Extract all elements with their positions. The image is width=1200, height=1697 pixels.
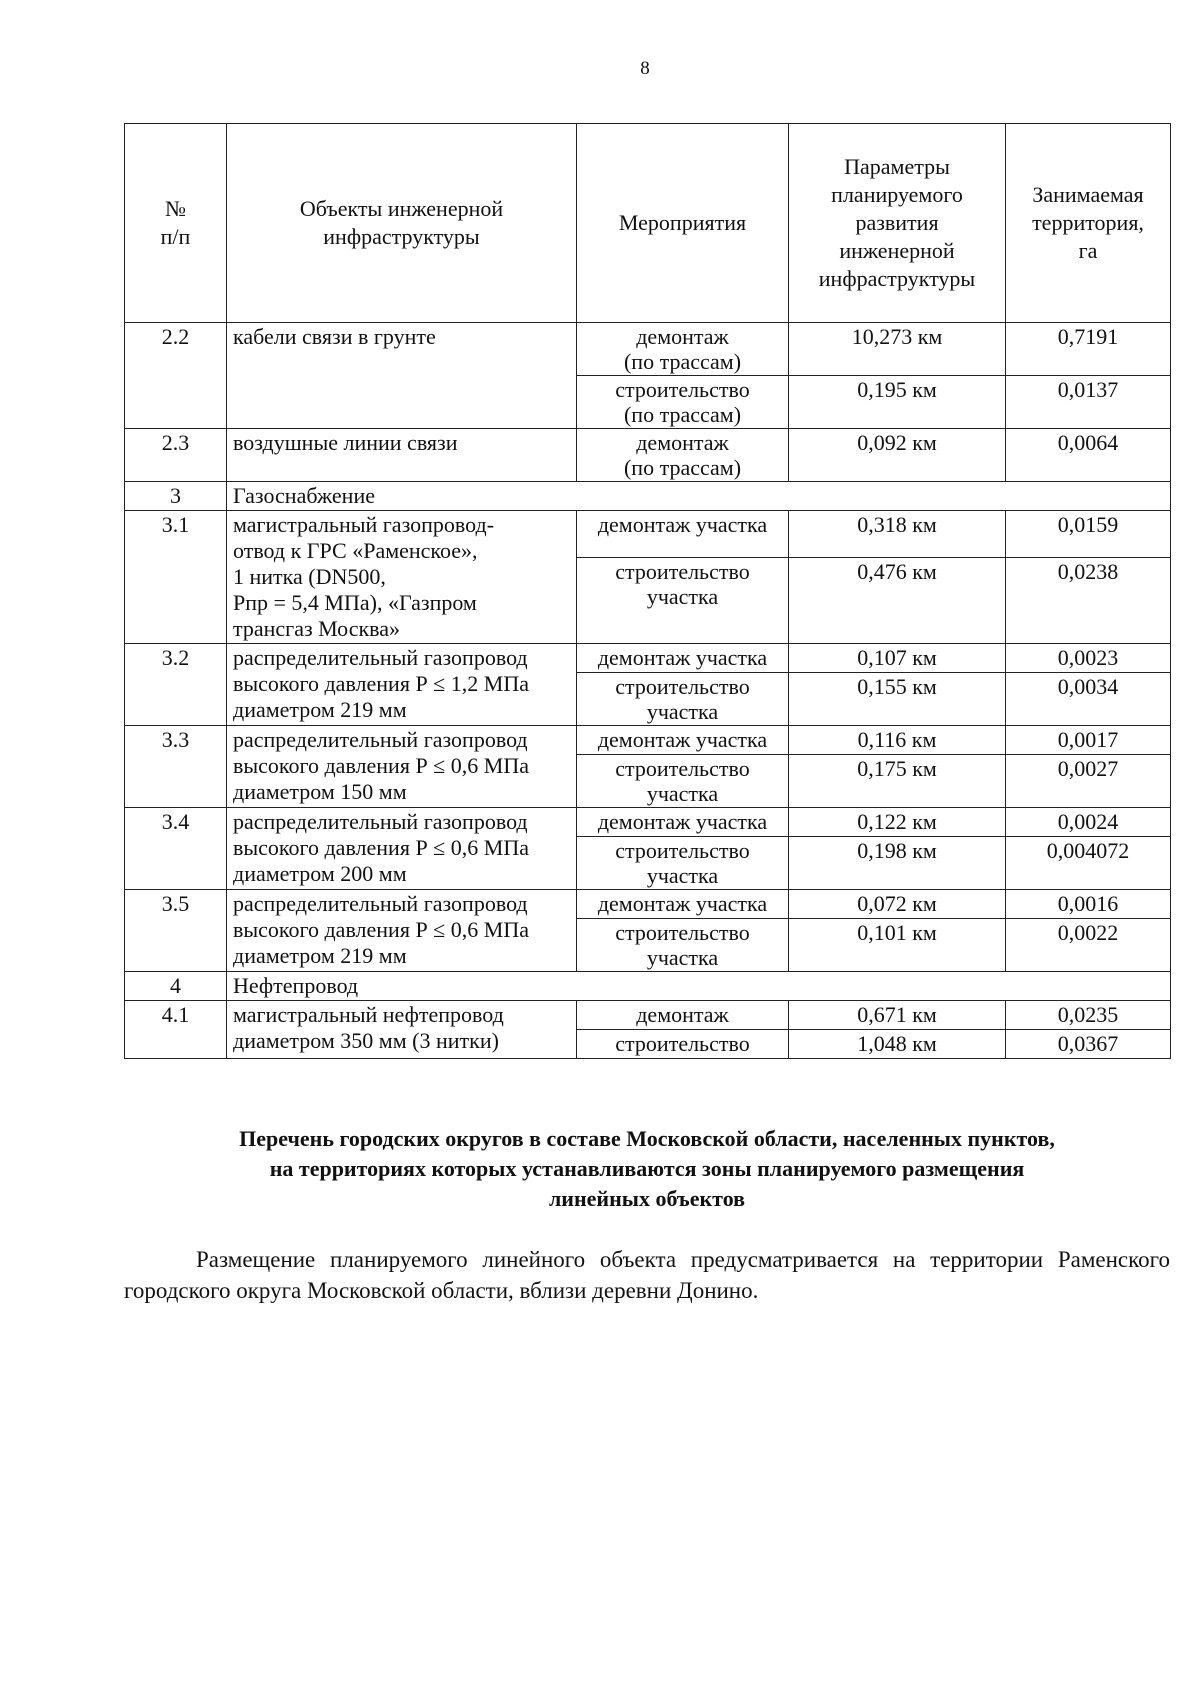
parameter: 0,116 км — [789, 726, 1006, 755]
activity: демонтаж (по трассам) — [577, 323, 789, 376]
area: 0,0034 — [1006, 673, 1171, 726]
parameter: 0,092 км — [789, 429, 1006, 482]
activity: строительство участка — [577, 673, 789, 726]
section-row — [125, 972, 1171, 1001]
object-name: магистральный нефтепровод диаметром 350 мм (3 нитки) — [227, 1001, 577, 1059]
header-object — [227, 124, 577, 323]
activity: демонтаж (по трассам) — [577, 429, 789, 482]
header-area-text: Занимаемая территория, га — [1032, 182, 1144, 263]
header-activity-text: Мероприятия — [618, 210, 747, 235]
row-number: 3.2 — [125, 644, 227, 726]
area: 0,0017 — [1006, 726, 1171, 755]
activity: демонтаж участка — [577, 890, 789, 919]
activity: строительство участка — [577, 755, 789, 808]
parameter: 1,048 км — [789, 1030, 1006, 1059]
table-row — [125, 323, 1171, 376]
section-row — [125, 482, 1171, 511]
header-parameters — [789, 124, 1006, 323]
row-number: 3.3 — [125, 726, 227, 808]
parameter: 0,198 км — [789, 837, 1006, 890]
area: 0,0367 — [1006, 1030, 1171, 1059]
row-number: 3.4 — [125, 808, 227, 890]
parameter: 0,155 км — [789, 673, 1006, 726]
table-row — [125, 644, 1171, 673]
area: 0,0159 — [1006, 511, 1171, 558]
object-name: распределительный газопровод высокого давления Р ≤ 0,6 МПа диаметром 150 мм — [227, 726, 577, 808]
activity: демонтаж участка — [577, 808, 789, 837]
table-row — [125, 808, 1171, 837]
activity: строительство участка — [577, 837, 789, 890]
table-row — [125, 726, 1171, 755]
parameter: 0,195 км — [789, 376, 1006, 429]
section-heading: Перечень городских округов в составе Московской области, населенных пунктов, на территориях которых устанавливаются зоны планируемого размещения линейных объектов — [239, 1126, 1055, 1211]
activity: строительство — [577, 1030, 789, 1059]
area: 0,0137 — [1006, 376, 1171, 429]
section-number: 3 — [125, 482, 227, 511]
object-name: магистральный газопровод- отвод к ГРС «Раменское», 1 нитка (DN500, Рпр = 5,4 МПа), «Газпром трансгаз Москва» — [227, 511, 577, 644]
area: 0,0027 — [1006, 755, 1171, 808]
area: 0,0238 — [1006, 558, 1171, 644]
area: 0,004072 — [1006, 837, 1171, 890]
area: 0,0023 — [1006, 644, 1171, 673]
section-title: Нефтепровод — [227, 972, 1171, 1001]
activity: демонтаж участка — [577, 511, 789, 558]
parameter: 0,122 км — [789, 808, 1006, 837]
table-row — [125, 890, 1171, 919]
table-header-row — [125, 124, 1171, 323]
activity: демонтаж участка — [577, 644, 789, 673]
activity: строительство (по трассам) — [577, 376, 789, 429]
area: 0,7191 — [1006, 323, 1171, 376]
header-parameters-text: Параметры планируемого развития инженерной инфраструктуры — [818, 154, 976, 291]
area: 0,0235 — [1006, 1001, 1171, 1030]
row-number: 4.1 — [125, 1001, 227, 1059]
section-number: 4 — [125, 972, 227, 1001]
parameter: 10,273 км — [789, 323, 1006, 376]
area: 0,0016 — [1006, 890, 1171, 919]
header-num — [125, 124, 227, 323]
activity: строительство участка — [577, 919, 789, 972]
activity: демонтаж — [577, 1001, 789, 1030]
parameter: 0,175 км — [789, 755, 1006, 808]
row-number: 3.1 — [125, 511, 227, 644]
activity: демонтаж участка — [577, 726, 789, 755]
row-number: 2.3 — [125, 429, 227, 482]
parameter: 0,318 км — [789, 511, 1006, 558]
row-number: 3.5 — [125, 890, 227, 972]
table-row — [125, 511, 1171, 558]
header-object-text: Объекты инженерной инфраструктуры — [299, 196, 504, 249]
object-name: распределительный газопровод высокого давления Р ≤ 0,6 МПа диаметром 219 мм — [227, 890, 577, 972]
header-num-text: № п/п — [160, 196, 191, 249]
page-number: 8 — [640, 58, 650, 79]
row-number: 2.2 — [125, 323, 227, 429]
object-name: воздушные линии связи — [227, 429, 577, 482]
object-name: распределительный газопровод высокого давления Р ≤ 0,6 МПа диаметром 200 мм — [227, 808, 577, 890]
object-name: распределительный газопровод высокого давления Р ≤ 1,2 МПа диаметром 219 мм — [227, 644, 577, 726]
section-title: Газоснабжение — [227, 482, 1171, 511]
area: 0,0064 — [1006, 429, 1171, 482]
parameter: 0,101 км — [789, 919, 1006, 972]
activity: строительство участка — [577, 558, 789, 644]
header-activity — [577, 124, 789, 323]
parameter: 0,476 км — [789, 558, 1006, 644]
table-row — [125, 429, 1171, 482]
table-row — [125, 1001, 1171, 1030]
header-area — [1006, 124, 1171, 323]
infrastructure-table — [124, 123, 1171, 1059]
parameter: 0,107 км — [789, 644, 1006, 673]
area: 0,0024 — [1006, 808, 1171, 837]
object-name: кабели связи в грунте — [227, 323, 577, 429]
parameter: 0,072 км — [789, 890, 1006, 919]
parameter: 0,671 км — [789, 1001, 1006, 1030]
area: 0,0022 — [1006, 919, 1171, 972]
body-paragraph: Размещение планируемого линейного объекта предусматривается на территории Раменского городского округа Московской области, вблизи деревни Донино. — [124, 1247, 1170, 1303]
